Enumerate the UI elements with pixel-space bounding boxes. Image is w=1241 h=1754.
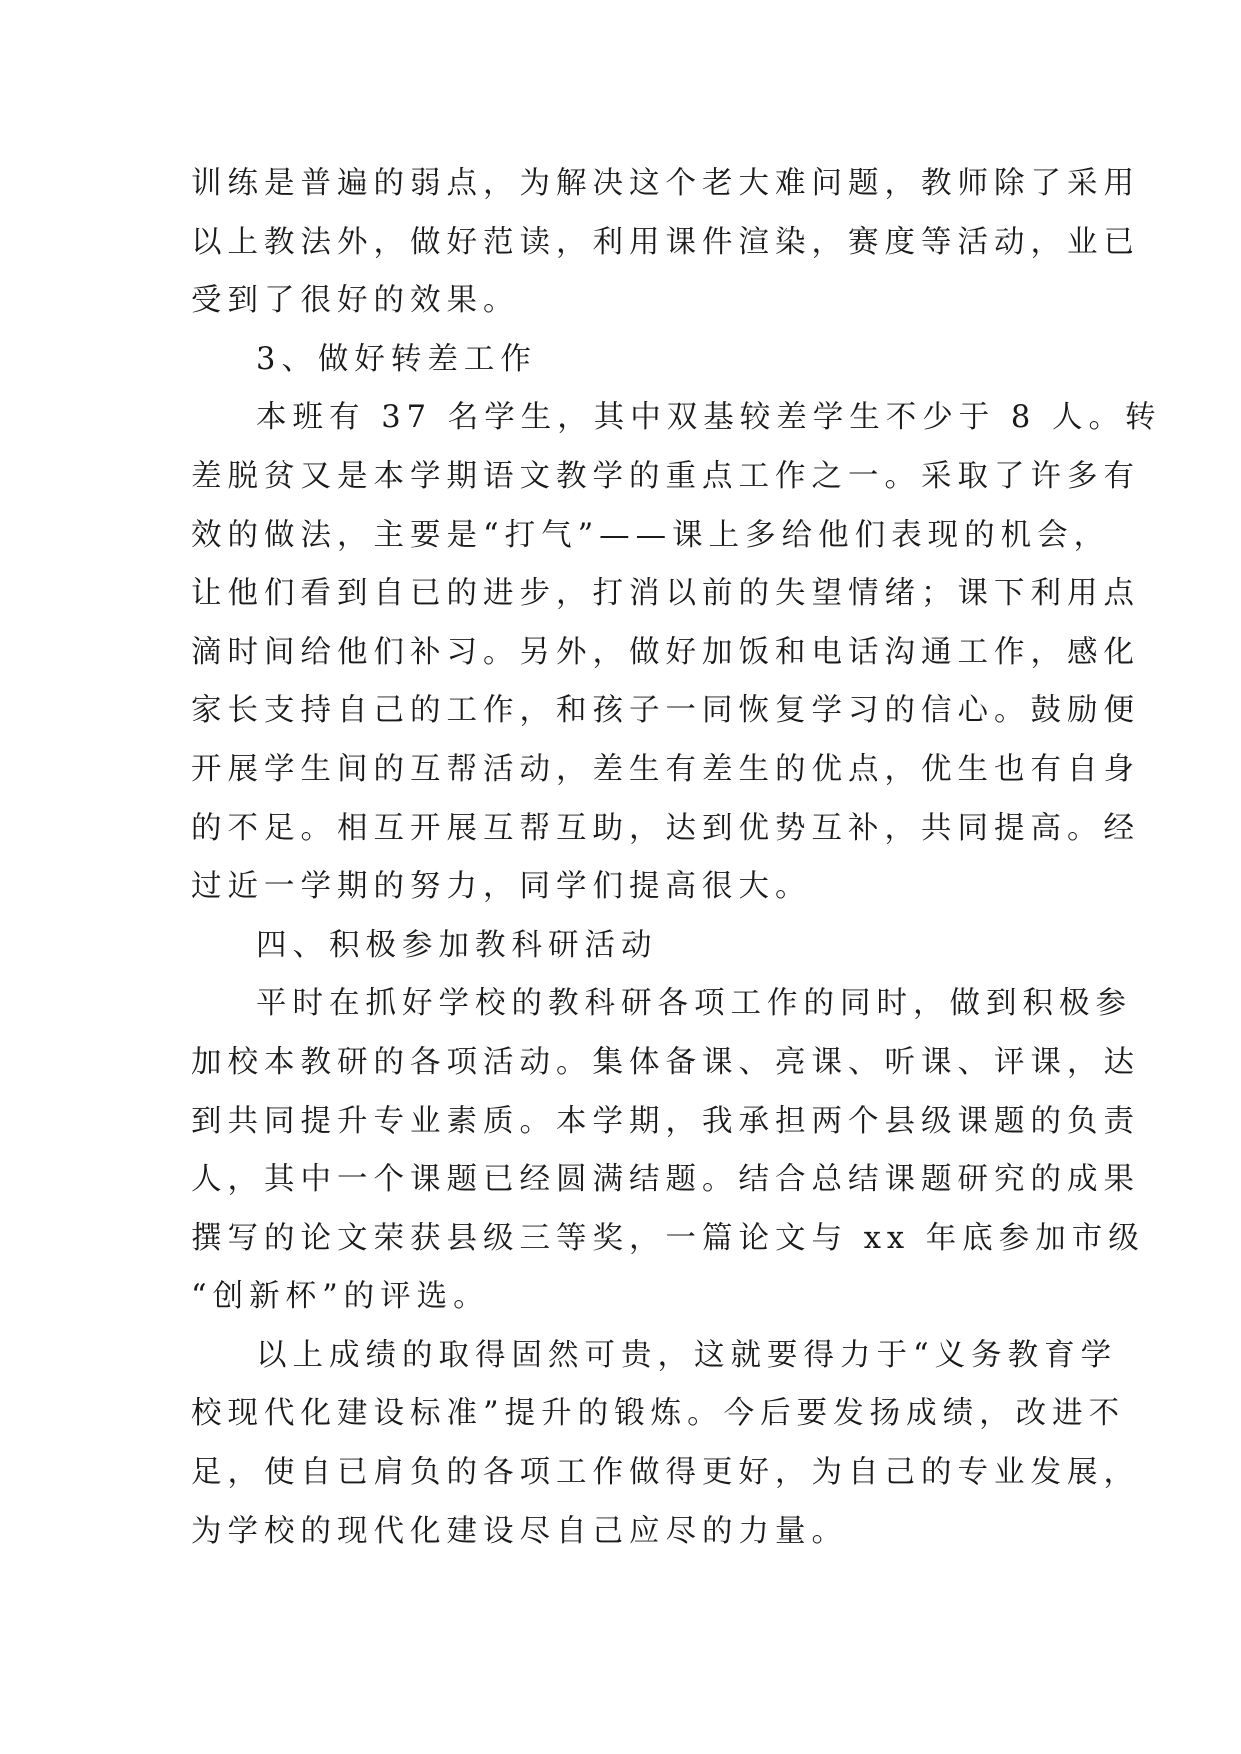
- text-line: 撰写的论文荣获县级三等奖，一篇论文与 xx 年底参加市级: [191, 1220, 1145, 1256]
- text-line: 效的做法，主要是“打气”——课上多给他们表现的机会，: [191, 517, 1111, 553]
- text-line: 校现代化建设标准”提升的锻炼。今后要发扬成绩，改进不: [191, 1396, 1126, 1432]
- text-line: 加校本教研的各项活动。集体备课、亮课、听课、评课，达: [191, 1044, 1140, 1080]
- text-line: 为学校的现代化建设尽自己应尽的力量。: [191, 1513, 848, 1549]
- document-body: [191, 155, 1162, 1561]
- text-line: 过近一学期的努力，同学们提高很大。: [191, 869, 812, 905]
- text-line: 家长支持自己的工作，和孩子一同恢复学习的信心。鼓励便: [191, 693, 1140, 729]
- text-line: 训练是普遍的弱点，为解决这个老大难问题，教师除了采用: [191, 166, 1140, 201]
- paragraph-start-line: 以上成绩的取得固然可贵，这就要得力于“义务教育学: [256, 1337, 1118, 1373]
- section-heading: 3、做好转差工作: [256, 341, 537, 377]
- text-line: 受到了很好的效果。: [191, 283, 520, 319]
- text-line: 的不足。相互开展互帮互助，达到优势互补，共同提高。经: [191, 810, 1140, 846]
- text-line: 差脱贫又是本学期语文教学的重点工作之一。采取了许多有: [191, 458, 1140, 494]
- paragraph-start-line: 本班有 37 名学生，其中双基较差学生不少于 8 人。转: [256, 400, 1162, 436]
- section-heading: 四、积极参加教科研活动: [256, 927, 658, 963]
- text-line: 人，其中一个课题已经圆满结题。结合总结课题研究的成果: [191, 1162, 1140, 1198]
- text-line: “创新杯”的评选。: [191, 1279, 490, 1315]
- text-line: 以上教法外，做好范读，利用课件渲染，赛度等活动，业已: [191, 224, 1140, 260]
- text-line: 让他们看到自已的进步，打消以前的失望情绪；课下利用点: [191, 576, 1140, 612]
- text-line: 开展学生间的互帮活动，差生有差生的优点，优生也有自身: [191, 751, 1140, 787]
- text-line: 到共同提升专业素质。本学期，我承担两个县级课题的负责: [191, 1103, 1140, 1139]
- text-line: 滴时间给他们补习。另外，做好加饭和电话沟通工作，感化: [191, 634, 1140, 670]
- paragraph-start-line: 平时在抓好学校的教科研各项工作的同时，做到积极参: [256, 986, 1132, 1022]
- text-line: 足，使自已肩负的各项工作做得更好，为自己的专业发展，: [191, 1455, 1140, 1491]
